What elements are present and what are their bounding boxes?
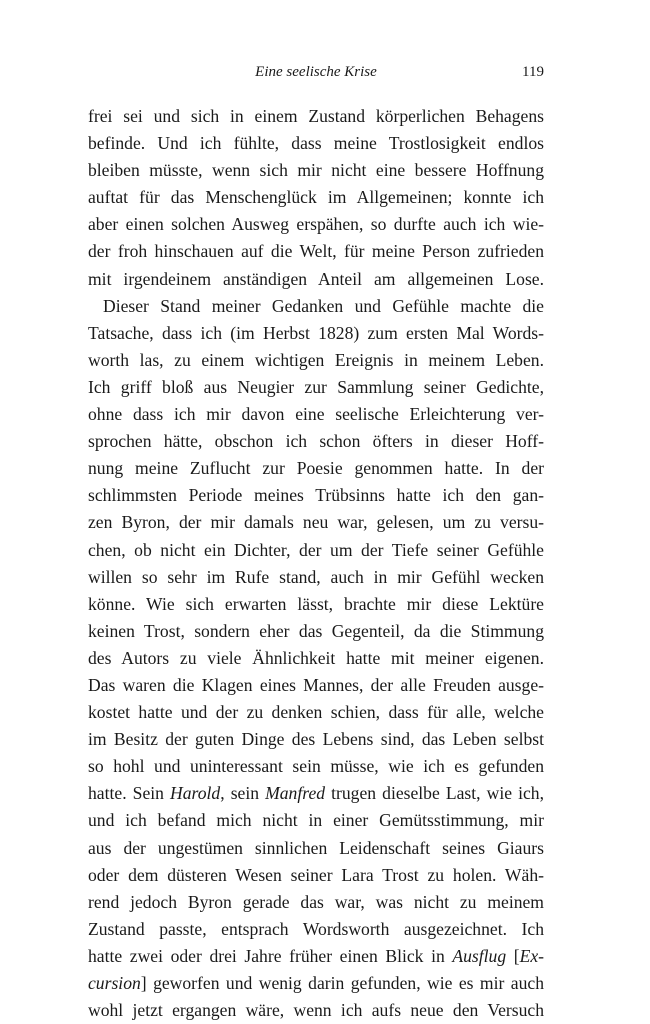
text-span: ] geworfen und wenig darin gefunden, wie es mir auch [140, 973, 544, 993]
text-line: nung meine Zuflucht zur Poesie genommen hatte. In der [88, 458, 544, 479]
text-line: worth las, zu einem wichtigen Ereignis in meinem Leben. [88, 349, 544, 370]
text-line [88, 970, 544, 997]
text-line: frei sei und sich in einem Zustand körperlichen Behagens [88, 106, 544, 126]
text-line: sprochen hätte, obschon ich schon öfters in dieser Hoff- [88, 431, 544, 452]
text-line: Tatsache, dass ich (im Herbst 1828) zum ersten Mal Words- [88, 322, 544, 343]
text-line: befinde. Und ich fühlte, dass meine Trostlosigkeit endlos [88, 133, 544, 154]
running-head [88, 61, 544, 83]
text-line: Ich griff bloß aus Neugier zur Sammlung seiner Gedichte, [88, 376, 544, 397]
running-title: Eine seelische Krise [255, 64, 377, 80]
text-span: trugen dieselbe Last, wie ich, [325, 783, 544, 804]
text-line: aus der ungestümen sinnlichen Leidenschaft seines Giaurs [88, 837, 544, 858]
text-span: [ [506, 945, 520, 966]
text-line: aber einen solchen Ausweg erspähen, so durfte auch ich wie- [88, 214, 544, 235]
italic-span: cursion [88, 973, 141, 993]
text-span: , sein [220, 783, 266, 804]
text-span: hatte zwei oder drei Jahre früher einen Blick in [88, 945, 453, 966]
text-line: so hohl und uninteressant sein müsse, wie ich es gefunden [88, 756, 544, 777]
text-line: der froh hinschauen auf die Welt, für meine Person zufrieden [88, 241, 544, 262]
text-line: willen so sehr im Rufe stand, auch in mir Gefühl wecken [88, 566, 544, 587]
text-line: mit irgendeinem anständigen Anteil am allgemeinen Lose. [88, 268, 544, 289]
text-line: Dieser Stand meiner Gedanken und Gefühle machte die [103, 295, 544, 316]
text-line [88, 943, 544, 970]
text-line: zen Byron, der mir damals neu war, gelesen, um zu versu- [88, 512, 544, 533]
page-number: 119 [522, 64, 544, 80]
text-line: und ich befand mich nicht in einer Gemütsstimmung, mir [88, 810, 544, 831]
text-line: Das waren die Klagen eines Mannes, der alle Freuden ausge- [88, 674, 544, 695]
italic-span: Ausflug [452, 945, 507, 966]
text-line: rend jedoch Byron gerade das war, was nicht zu meinem [88, 891, 544, 912]
italic-span: Manfred [265, 783, 326, 804]
text-line: oder dem düsteren Wesen seiner Lara Trost zu holen. Wäh- [88, 864, 544, 885]
text-span: hatte. Sein [88, 783, 171, 804]
text-line: Zustand passte, entsprach Wordsworth ausgezeichnet. Ich [88, 918, 544, 939]
italic-span: Harold [170, 783, 221, 804]
text-line: des Autors zu viele Ähnlichkeit hatte mit meiner eigenen. [88, 647, 544, 668]
text-line: wohl jetzt ergangen wäre, wenn ich aufs neue den Versuch [88, 1000, 544, 1021]
text-line [88, 780, 544, 807]
text-line: keinen Trost, sondern eher das Gegenteil, da die Stimmung [88, 620, 544, 641]
text-line: schlimmsten Periode meines Trübsinns hatte ich den gan- [88, 485, 544, 506]
text-line: ohne dass ich mir davon eine seelische Erleichterung ver- [88, 404, 544, 425]
body-text [88, 103, 544, 1024]
text-line: chen, ob nicht ein Dichter, der um der Tiefe seiner Gefühle [88, 539, 544, 560]
text-line: kostet hatte und der zu denken schien, dass für alle, welche [88, 702, 544, 723]
text-line: bleiben müsste, wenn sich mir nicht eine bessere Hoffnung [88, 160, 544, 181]
text-line: auftat für das Menschenglück im Allgemeinen; konnte ich [88, 187, 544, 208]
text-line: könne. Wie sich erwarten lässt, brachte mir diese Lektüre [88, 593, 544, 614]
italic-span: Ex- [519, 945, 544, 966]
text-line: im Besitz der guten Dinge des Lebens sind, das Leben selbst [88, 729, 544, 750]
